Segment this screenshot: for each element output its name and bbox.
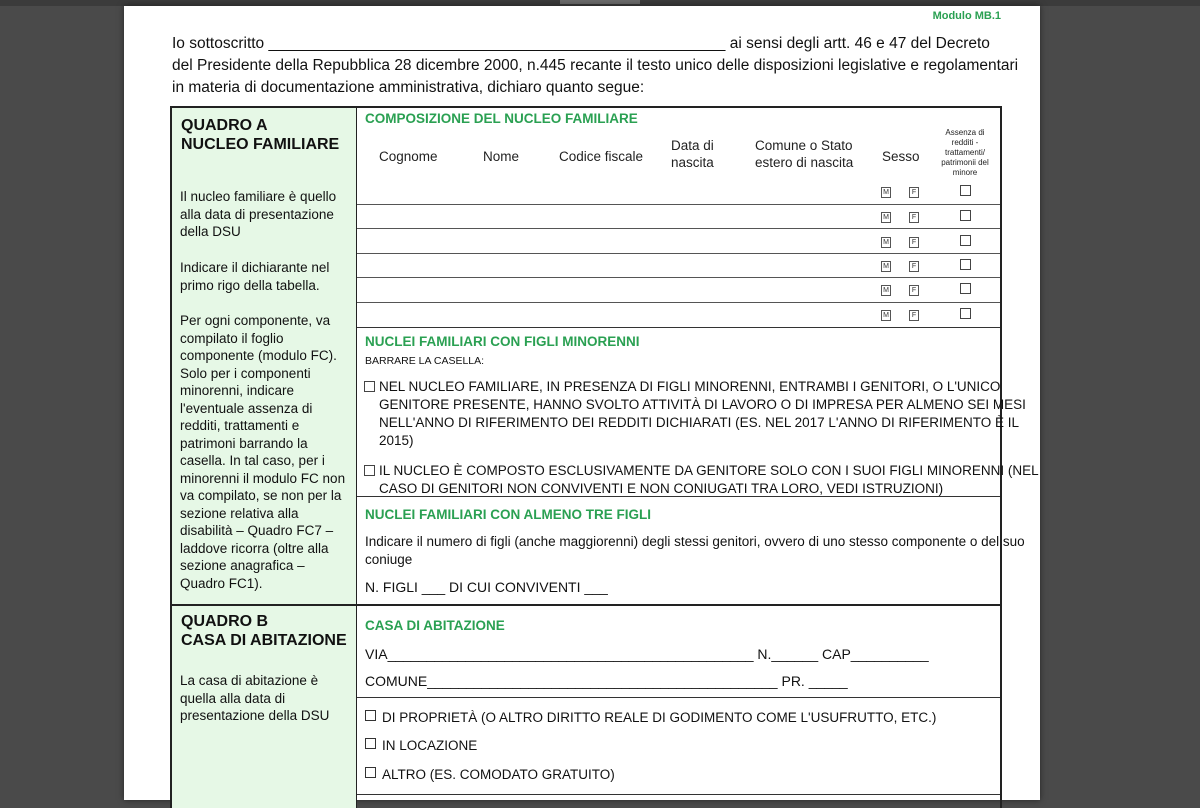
header-nome: Nome <box>483 149 520 164</box>
assenza-checkbox[interactable] <box>960 283 971 294</box>
header-cognome: Cognome <box>379 149 438 164</box>
header-sesso: Sesso <box>882 149 920 164</box>
figli-minorenni-title: NUCLEI FAMILIARI CON FIGLI MINORENNI <box>365 334 640 349</box>
assenza-checkbox[interactable] <box>960 235 971 246</box>
row-line <box>357 253 1000 254</box>
sex-f-checkbox[interactable]: F <box>909 261 919 272</box>
quadro-b-note: La casa di abitazione è quella alla data di presentazione della DSU <box>180 673 330 723</box>
quadro-divider <box>172 604 1000 606</box>
row-line <box>357 302 1000 303</box>
declarant-name-field[interactable]: _____________________________________________________ <box>268 35 726 52</box>
casa-title: CASA DI ABITAZIONE <box>365 618 505 633</box>
via-field[interactable]: VIA_______________________________________________ N.______ CAP__________ <box>365 646 929 662</box>
section-line <box>357 794 1000 795</box>
row-line <box>357 228 1000 229</box>
assenza-checkbox[interactable] <box>960 210 971 221</box>
section-line <box>357 327 1000 328</box>
option-altro[interactable]: ALTRO (ES. COMODATO GRATUITO) <box>365 766 615 784</box>
sex-f-checkbox[interactable]: F <box>909 187 919 198</box>
quadro-b-title: QUADRO B CASA DI ABITAZIONE <box>181 613 347 649</box>
assenza-checkbox[interactable] <box>960 185 971 196</box>
section-line <box>357 496 1000 497</box>
quadro-a-title: QUADRO A NUCLEO FAMILIARE <box>181 117 340 153</box>
option-locazione[interactable]: IN LOCAZIONE <box>365 737 477 755</box>
option-genitore-solo-text: IL NUCLEO È COMPOSTO ESCLUSIVAMENTE DA GENITORE SOLO CON I SUOI FIGLI MINORENNI (NEL CASO DI GENITORI NON CONVIVENTI E NON CONIUGATI TRA LORO, VEDI ISTRUZIONI) <box>379 463 1039 496</box>
quadro-a-note-3: Per ogni componente, va compilato il foglio componente (modulo FC). Solo per i componenti minorenni, indicare l'eventuale assenza di redditi, trattamenti e patrimoni barrando la casella. In tal caso, per i minorenni il modulo FC non va compilato, se non per la sezione relativa alla disabilità – Quadro FC7 – laddove ricorra (oltre alla sezione anagrafica – Quadro FC1). <box>180 313 346 591</box>
option-proprieta[interactable]: DI PROPRIETÀ (O ALTRO DIRITTO REALE DI GODIMENTO COME L'USUFRUTTO, ETC.) <box>365 709 936 727</box>
sex-f-checkbox[interactable]: F <box>909 285 919 296</box>
comune-field[interactable]: COMUNE_____________________________________________ PR. _____ <box>365 673 848 689</box>
row-line <box>357 204 1000 205</box>
tre-figli-text: Indicare il numero di figli (anche maggiorenni) degli stessi genitori, ovvero di uno stesso componente o del suo coniuge <box>365 534 1025 567</box>
altro-checkbox[interactable] <box>365 767 376 778</box>
row-line <box>357 277 1000 278</box>
sex-m-checkbox[interactable]: M <box>881 237 891 248</box>
barrare-instruction: BARRARE LA CASELLA: <box>365 355 485 367</box>
intro-line-2: del Presidente della Repubblica 28 dicembre 2000, n.445 recante il testo unico delle disposizioni legislative e regolamentari <box>172 57 1019 74</box>
document-page <box>124 6 1040 800</box>
proprieta-checkbox[interactable] <box>365 710 376 721</box>
tre-figli-title: NUCLEI FAMILIARI CON ALMENO TRE FIGLI <box>365 507 651 522</box>
assenza-checkbox[interactable] <box>960 259 971 270</box>
sex-m-checkbox[interactable]: M <box>881 261 891 272</box>
viewer-tab-handle[interactable] <box>560 0 640 4</box>
section-line <box>357 697 1000 698</box>
composizione-title: COMPOSIZIONE DEL NUCLEO FAMILIARE <box>365 111 638 126</box>
form-table <box>170 106 1039 808</box>
option-genitore-solo-checkbox[interactable] <box>364 465 375 476</box>
form-code: Modulo MB.1 <box>932 10 1001 22</box>
option-lavoro-checkbox[interactable] <box>364 381 375 392</box>
sex-m-checkbox[interactable]: M <box>881 212 891 223</box>
header-comune-nascita: Comune o Stato estero di nascita <box>755 138 854 170</box>
locazione-checkbox[interactable] <box>365 738 376 749</box>
quadro-a-note-1: Il nucleo familiare è quello alla data di presentazione della DSU <box>180 189 337 239</box>
sex-f-checkbox[interactable]: F <box>909 310 919 321</box>
intro-line-3: in materia di documentazione amministrativa, dichiaro quanto segue: <box>172 79 645 96</box>
header-assenza-redditi: Assenza di redditi - trattamenti/ patrimonii del minore <box>941 128 989 177</box>
sex-f-checkbox[interactable]: F <box>909 212 919 223</box>
option-lavoro-text: NEL NUCLEO FAMILIARE, IN PRESENZA DI FIGLI MINORENNI, ENTRAMBI I GENITORI, O L'UNICO GENITORE PRESENTE, HANNO SVOLTO ATTIVITÀ DI LAVORO O DI IMPRESA PER ALMENO SEI MESI NELL'ANNO DI RIFERIMENTO DEI REDDITI DICHIARATI (ES. NEL 2017 L'ANNO DI RIFERIMENTO È IL 2015) <box>379 379 1026 448</box>
sex-m-checkbox[interactable]: M <box>881 285 891 296</box>
sex-m-checkbox[interactable]: M <box>881 187 891 198</box>
sex-m-checkbox[interactable]: M <box>881 310 891 321</box>
quadro-a-note-2: Indicare il dichiarante nel primo rigo della tabella. <box>180 260 330 293</box>
declaration-intro <box>172 33 1019 99</box>
sex-f-checkbox[interactable]: F <box>909 237 919 248</box>
assenza-checkbox[interactable] <box>960 308 971 319</box>
header-data-nascita: Data di nascita <box>671 138 714 170</box>
header-codice-fiscale: Codice fiscale <box>559 149 644 164</box>
intro-line-1: Io sottoscritto _____________________________________________________ ai sensi degli artt. 46 e 47 del Decreto <box>172 35 990 52</box>
n-figli-field[interactable]: N. FIGLI ___ DI CUI CONVIVENTI ___ <box>365 579 608 595</box>
